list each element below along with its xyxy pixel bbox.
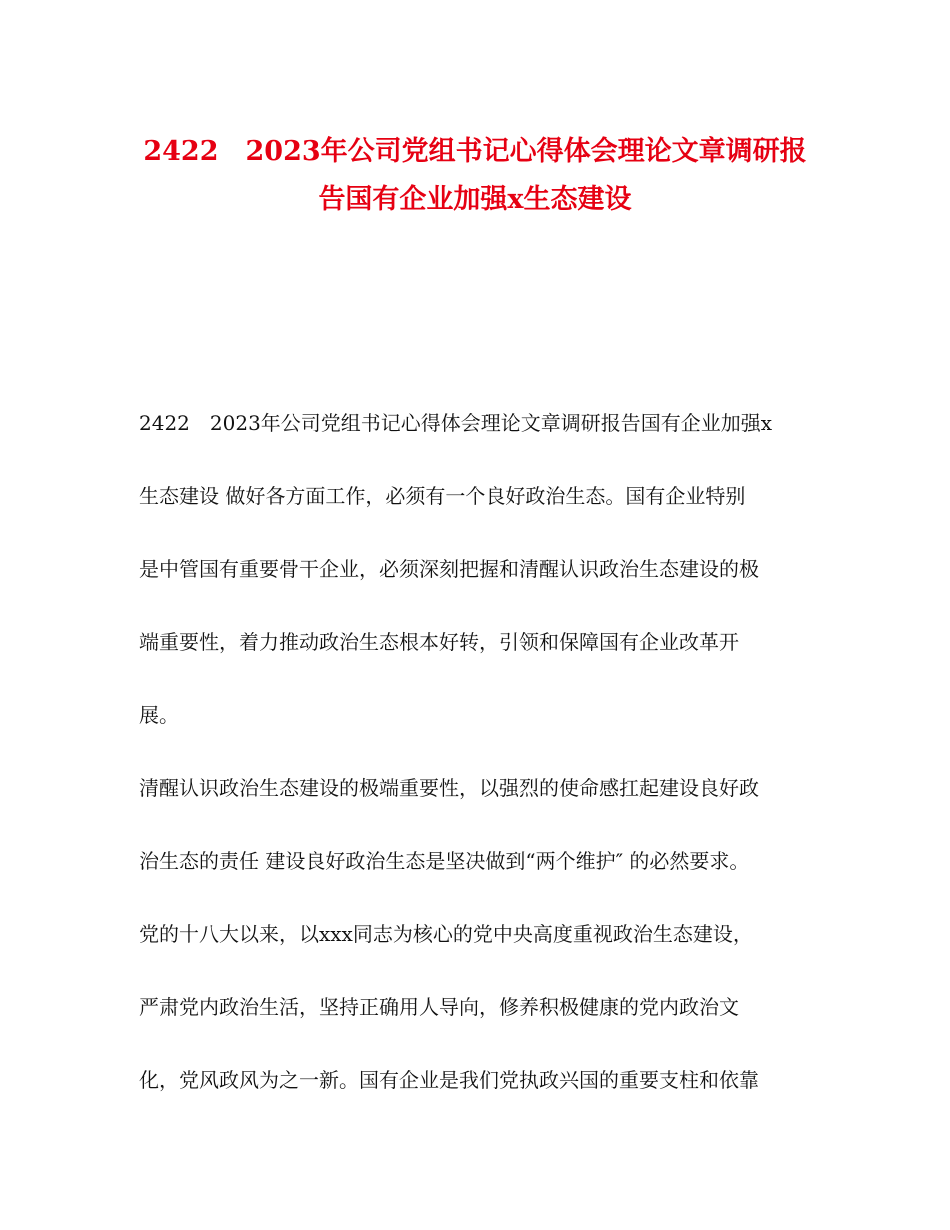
body-line: 党的十八大以来，以xxx同志为核心的党中央高度重视政治生态建设， bbox=[139, 922, 753, 946]
body-line: 清醒认识政治生态建设的极端重要性，以强烈的使命感扛起建设良好政 bbox=[139, 776, 759, 800]
body-line: 是中管国有重要骨干企业，必须深刻把握和清醒认识政治生态建设的极 bbox=[139, 557, 759, 581]
body-line: 端重要性，着力推动政治生态根本好转，引领和保障国有企业改革开 bbox=[139, 630, 739, 654]
body-line: 展。 bbox=[139, 703, 179, 727]
body-line: 治生态的责任 建设良好政治生态是坚决做到“两个维护″ 的必然要求。 bbox=[139, 849, 750, 873]
body-line: 严肃党内政治生活，坚持正确用人导向，修养积极健康的党内政治文 bbox=[139, 995, 739, 1019]
title-line-2: 告国有企业加强x生态建设 bbox=[318, 184, 632, 215]
title-line-1: 2422 2023年公司党组书记心得体会理论文章调研报 bbox=[143, 136, 807, 167]
body-line: 2422 2023年公司党组书记心得体会理论文章调研报告国有企业加强x bbox=[139, 411, 773, 435]
document-title bbox=[60, 128, 890, 224]
body-line: 化，党风政风为之一新。国有企业是我们党执政兴国的重要支柱和依靠 bbox=[139, 1068, 759, 1092]
body-line: 生态建设 做好各方面工作，必须有一个良好政治生态。国有企业特别 bbox=[139, 484, 746, 508]
